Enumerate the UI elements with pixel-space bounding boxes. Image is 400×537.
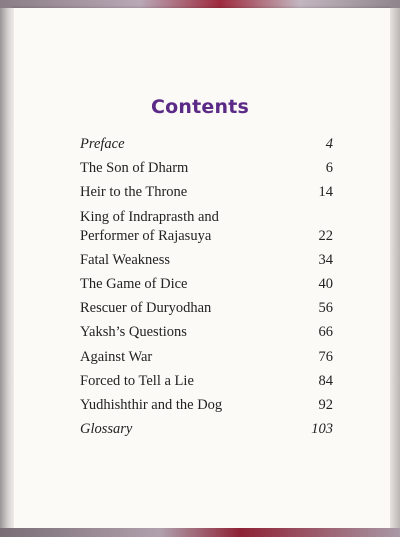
- toc-entry: [80, 251, 333, 270]
- toc-entry: [80, 275, 333, 294]
- toc-entry-page-number: 92: [318, 396, 333, 413]
- toc-entry-title: [80, 135, 125, 154]
- toc-entry-title: [80, 372, 194, 391]
- toc-entry: [80, 348, 333, 367]
- toc-entry: [80, 299, 333, 318]
- toc-entry-title: [80, 251, 170, 270]
- toc-entry: [80, 396, 333, 415]
- toc-entry-title: [80, 275, 188, 294]
- toc-entry: [80, 183, 333, 202]
- toc-entry-page-number: 40: [318, 275, 333, 292]
- toc-entry-page-number: 66: [318, 324, 333, 341]
- toc-entry-page-number: 6: [325, 160, 333, 177]
- toc-entry-title-line: Glossary: [80, 421, 133, 438]
- toc-entry: [80, 323, 333, 342]
- toc-entry-title-line: King of Indraprasth and: [80, 208, 219, 225]
- toc-entry-title-line: Preface: [80, 136, 125, 152]
- toc-entry-title-line: The Game of Dice: [80, 275, 188, 292]
- book-bottom-edge: [0, 528, 400, 537]
- toc-entry-title-line: Heir to the Throne: [80, 184, 188, 201]
- toc-entry-page-number: 56: [318, 300, 333, 317]
- toc-entry-title-line: Rescuer of Duryodhan: [80, 300, 212, 317]
- toc-entry-title-line: Performer of Rajasuya: [80, 227, 212, 244]
- toc-entry: [80, 420, 333, 439]
- contents-title: Contents: [150, 96, 249, 118]
- book-spine-shadow: [0, 8, 14, 528]
- toc-entry-title-line: Yaksh’s Questions: [80, 324, 187, 341]
- toc-entry-page-number: 76: [318, 348, 333, 365]
- toc-entry-title: [80, 183, 187, 202]
- toc-entry-title-line: Yudhishthir and the Dog: [80, 396, 223, 413]
- toc-entry-page-number: 4: [325, 136, 333, 152]
- toc-entry-title-line: Against War: [80, 348, 153, 365]
- toc-entry-title: [80, 159, 188, 178]
- toc-entry-page-number: 14: [318, 184, 333, 201]
- toc-entry: [80, 372, 333, 391]
- toc-entry-page-number: 84: [318, 372, 333, 389]
- toc-entry-title: [80, 323, 187, 342]
- toc-entry-title: [80, 396, 222, 415]
- toc-entry-title: [80, 208, 219, 246]
- toc-entry-title: [80, 420, 132, 439]
- toc-entry-title-line: The Son of Dharm: [80, 160, 189, 177]
- toc-entry-page-number: 34: [318, 251, 333, 268]
- book-right-edge: [390, 8, 400, 528]
- toc-entry: [80, 135, 333, 154]
- toc-entry-title-line: Forced to Tell a Lie: [80, 372, 194, 389]
- toc-entry-title: [80, 299, 211, 318]
- toc-entry-page-number: 103: [311, 421, 333, 438]
- toc-entry: [80, 208, 333, 246]
- toc-entry-title: [80, 348, 152, 367]
- toc-entry-title-line: Fatal Weakness: [80, 251, 170, 268]
- table-of-contents: [80, 135, 333, 444]
- toc-entry-page-number: 22: [318, 227, 333, 244]
- toc-entry: [80, 159, 333, 178]
